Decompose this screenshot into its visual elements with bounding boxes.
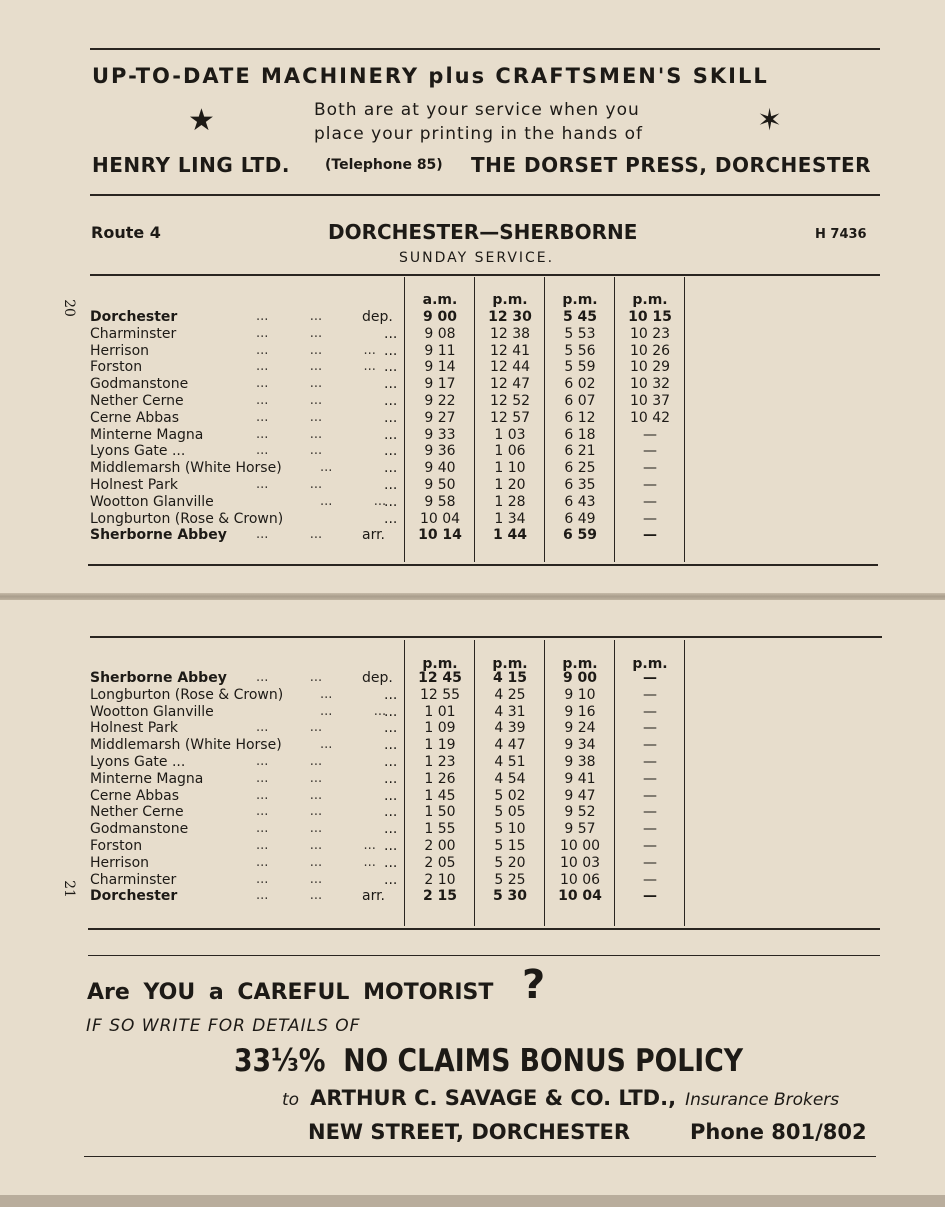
- time-cell: 6 43: [564, 493, 596, 510]
- time-cell: —: [643, 493, 657, 510]
- stop-name: Herrison: [90, 342, 150, 359]
- stop-name: Longburton (Rose & Crown): [90, 686, 284, 703]
- time-cell: —: [643, 737, 657, 754]
- time-cell: —: [643, 686, 657, 703]
- time-cell: 1 44: [492, 527, 528, 544]
- time-cell: 5 02: [494, 787, 526, 804]
- time-cell: 9 24: [564, 720, 596, 737]
- time-cell: 6 49: [564, 510, 596, 527]
- stop-mark: ...: [384, 342, 398, 359]
- leader-dots: ... ... ...: [256, 342, 376, 358]
- stop-mark: ...: [384, 426, 398, 443]
- stop-name: Godmanstone: [90, 376, 189, 393]
- time-cell: 1 20: [494, 477, 526, 493]
- leader-dots: ... ...: [256, 376, 323, 392]
- time-cell: 10 15: [628, 309, 672, 325]
- leader-dots: ... ...: [256, 309, 323, 324]
- leader-dots: ... ...: [256, 720, 323, 736]
- stop-name: Cerne Abbas: [90, 409, 180, 426]
- time-cell: 1 23: [424, 754, 456, 770]
- column-header: p.m.: [632, 656, 668, 672]
- time-cell: 12 38: [489, 325, 531, 342]
- time-cell: 1 01: [424, 703, 456, 720]
- column-header: p.m.: [492, 292, 528, 308]
- stop-mark: ...: [384, 770, 398, 787]
- time-cell: 5 30: [492, 888, 528, 905]
- time-cell: 9 34: [564, 737, 596, 754]
- time-cell: 2 15: [422, 888, 458, 905]
- stop-mark: ...: [384, 359, 398, 376]
- stop-mark: ...: [384, 787, 398, 804]
- time-cell: 4 51: [494, 754, 526, 770]
- stop-name: Forston: [90, 359, 143, 376]
- leader-dots: ... ...: [256, 393, 323, 408]
- time-cell: 1 50: [424, 804, 456, 821]
- time-cell: 10 26: [629, 342, 671, 359]
- ad-policy-percent: 33⅓%: [234, 1043, 326, 1079]
- time-cell: —: [643, 527, 657, 544]
- stop-name: Godmanstone: [90, 821, 189, 838]
- stop-name: Holnest Park: [90, 720, 178, 737]
- stop-name: Middlemarsh (White Horse): [90, 737, 282, 754]
- ad-broker-firm: ARTHUR C. SAVAGE & CO. LTD.,: [310, 1086, 677, 1110]
- time-cell: 9 10: [564, 686, 596, 703]
- ad-headline: UP-TO-DATE MACHINERY plus CRAFTSMEN'S SKILL: [92, 64, 769, 88]
- time-cell: —: [643, 670, 657, 686]
- stop-mark: ...: [384, 821, 398, 838]
- time-cell: 5 59: [564, 359, 596, 376]
- stop-mark: ...: [384, 443, 398, 460]
- leader-dots: ... ...: [256, 409, 323, 425]
- time-cell: 6 12: [564, 409, 596, 426]
- ad-are: Are: [87, 980, 130, 1005]
- ad-top-rule: [88, 955, 880, 956]
- column-divider: [684, 277, 685, 562]
- stop-name: Lyons Gate ...: [90, 754, 186, 770]
- stop-mark: ...: [384, 854, 398, 871]
- time-cell: 9 38: [564, 754, 596, 770]
- stop-name: Wootton Glanville: [90, 493, 214, 510]
- time-cell: 10 04: [419, 510, 461, 527]
- table-bottom-rule: [88, 564, 878, 566]
- time-cell: 1 55: [424, 821, 456, 838]
- time-cell: 9 52: [564, 804, 596, 821]
- stop-name: Dorchester: [90, 888, 178, 905]
- time-cell: 5 05: [494, 804, 526, 821]
- ad-street: NEW STREET, DORCHESTER: [308, 1120, 631, 1144]
- service-label: SUNDAY SERVICE.: [399, 250, 555, 266]
- ad-policy-name: NO CLAIMS BONUS POLICY: [343, 1043, 744, 1079]
- leader-dots: ... ...: [256, 443, 323, 459]
- leader-dots: ... ...: [320, 703, 387, 719]
- time-cell: 9 36: [424, 443, 456, 460]
- column-divider: [614, 277, 615, 562]
- stop-name: Forston: [90, 838, 143, 854]
- time-cell: 9 47: [564, 787, 596, 804]
- page-number: 20: [60, 299, 77, 317]
- time-cell: 6 35: [564, 477, 596, 493]
- page-bottom: [0, 600, 945, 1195]
- time-cell: 1 45: [424, 787, 456, 804]
- leader-dots: ... ...: [256, 670, 323, 685]
- time-cell: 12 44: [489, 359, 531, 376]
- time-cell: 1 09: [424, 720, 456, 737]
- route-title: DORCHESTER—SHERBORNE: [328, 220, 638, 244]
- stop-name: Nether Cerne: [90, 804, 184, 821]
- stop-mark: ...: [384, 477, 398, 493]
- time-cell: —: [643, 510, 657, 527]
- time-cell: 6 25: [564, 460, 596, 477]
- ad-line-2: place your printing in the hands of: [314, 124, 644, 144]
- time-cell: 2 10: [424, 871, 456, 888]
- stop-mark: ...: [384, 393, 398, 409]
- stop-name: Middlemarsh (White Horse): [90, 460, 282, 477]
- leader-dots: ... ...: [256, 821, 323, 837]
- ad-phone: (Telephone 85): [325, 157, 443, 173]
- time-cell: —: [643, 854, 657, 871]
- ad-broker-line: [282, 1086, 839, 1110]
- time-cell: 1 03: [494, 426, 526, 443]
- ad-to: to: [282, 1090, 300, 1110]
- stop-name: Lyons Gate ...: [90, 443, 186, 460]
- time-cell: 12 45: [418, 670, 462, 686]
- time-cell: 5 25: [494, 871, 526, 888]
- stop-name: Charminster: [90, 325, 177, 342]
- time-cell: 12 55: [419, 686, 461, 703]
- time-cell: 9 00: [422, 309, 458, 325]
- time-cell: 10 23: [629, 325, 671, 342]
- column-divider: [474, 277, 475, 562]
- time-cell: 5 20: [494, 854, 526, 871]
- time-cell: 9 41: [564, 770, 596, 787]
- time-cell: —: [643, 477, 657, 493]
- column-divider: [614, 640, 615, 926]
- column-header: p.m.: [562, 292, 598, 308]
- leader-dots: ... ...: [256, 871, 323, 887]
- column-header: p.m.: [632, 292, 668, 308]
- time-cell: 6 02: [564, 376, 596, 393]
- top-rule: [90, 48, 880, 50]
- time-cell: 9 27: [424, 409, 456, 426]
- time-cell: 10 06: [559, 871, 601, 888]
- leader-dots: ... ...: [256, 426, 323, 442]
- column-header: p.m.: [562, 656, 598, 672]
- stop-mark: ...: [384, 493, 398, 510]
- time-cell: 5 15: [494, 838, 526, 854]
- time-cell: 6 59: [562, 527, 598, 544]
- leader-dots: ... ...: [256, 770, 323, 786]
- time-cell: —: [643, 754, 657, 770]
- column-divider: [404, 640, 405, 926]
- time-cell: —: [643, 720, 657, 737]
- column-header: a.m.: [422, 292, 458, 308]
- time-cell: 6 07: [564, 393, 596, 409]
- leader-dots: ... ...: [256, 477, 323, 492]
- time-cell: 10 00: [559, 838, 601, 854]
- time-cell: 12 47: [489, 376, 531, 393]
- time-cell: 2 05: [424, 854, 456, 871]
- time-cell: —: [643, 443, 657, 460]
- time-cell: 9 00: [562, 670, 598, 686]
- leader-dots: ... ... ...: [256, 854, 376, 870]
- stop-name: Herrison: [90, 854, 150, 871]
- time-cell: 1 10: [494, 460, 526, 477]
- stop-mark: ...: [384, 871, 398, 888]
- time-cell: 1 26: [424, 770, 456, 787]
- stop-mark: dep.: [362, 670, 393, 686]
- stop-name: Minterne Magna: [90, 426, 204, 443]
- time-cell: 9 17: [424, 376, 456, 393]
- time-cell: 10 29: [629, 359, 671, 376]
- ad-write-for: IF SO WRITE FOR DETAILS OF: [86, 1016, 361, 1036]
- question-mark-icon: ?: [522, 962, 546, 1008]
- stop-mark: ...: [384, 376, 398, 393]
- leader-dots: ... ... ...: [256, 359, 376, 375]
- time-cell: 9 40: [424, 460, 456, 477]
- leader-dots: ... ...: [256, 888, 323, 904]
- time-cell: 4 47: [494, 737, 526, 754]
- stop-name: Nether Cerne: [90, 393, 184, 409]
- column-divider: [474, 640, 475, 926]
- leader-dots: ... ...: [256, 787, 323, 803]
- time-cell: 5 10: [494, 821, 526, 838]
- time-cell: 6 18: [564, 426, 596, 443]
- time-cell: 9 08: [424, 325, 456, 342]
- column-header: p.m.: [422, 656, 458, 672]
- time-cell: —: [643, 871, 657, 888]
- time-cell: 12 52: [489, 393, 531, 409]
- leader-dots: ... ...: [256, 804, 323, 820]
- time-cell: —: [643, 838, 657, 854]
- stop-name: Longburton (Rose & Crown): [90, 510, 284, 527]
- time-cell: —: [643, 804, 657, 821]
- time-cell: 9 33: [424, 426, 456, 443]
- time-cell: —: [643, 888, 657, 905]
- stop-name: Sherborne Abbey: [90, 670, 227, 686]
- time-cell: 10 37: [629, 393, 671, 409]
- ad-bottom-rule-2: [84, 1156, 876, 1157]
- time-cell: 6 21: [564, 443, 596, 460]
- page-number-2: 21: [60, 880, 77, 898]
- time-cell: 9 57: [564, 821, 596, 838]
- time-cell: 4 39: [494, 720, 526, 737]
- leader-dots: ... ...: [256, 754, 323, 769]
- stop-mark: ...: [384, 703, 398, 720]
- ad-you: YOU: [143, 980, 196, 1005]
- page-top: [0, 0, 945, 593]
- time-cell: 9 58: [424, 493, 456, 510]
- time-cell: —: [643, 703, 657, 720]
- ad-line-1: Both are at your service when you: [314, 100, 640, 120]
- route-label: Route 4: [91, 223, 161, 242]
- column-divider: [684, 640, 685, 926]
- time-cell: 12 57: [489, 409, 531, 426]
- ad-a: a: [208, 980, 224, 1005]
- time-cell: 5 56: [564, 342, 596, 359]
- time-cell: 10 04: [558, 888, 602, 905]
- time-cell: 9 50: [424, 477, 456, 493]
- stop-name: Dorchester: [90, 309, 178, 325]
- ad-policy: [234, 1043, 743, 1079]
- leader-dots: ... ...: [256, 527, 323, 543]
- stop-mark: dep.: [362, 309, 393, 325]
- leader-dots: ... ...: [256, 325, 323, 341]
- star-right-icon: ✶: [757, 103, 783, 138]
- stop-mark: ...: [384, 510, 398, 527]
- column-divider: [544, 277, 545, 562]
- ad-motorist: MOTORIST: [363, 980, 494, 1005]
- stop-mark: arr.: [362, 527, 386, 544]
- ad-bottom-rule: [90, 194, 880, 196]
- time-cell: —: [643, 770, 657, 787]
- table-top-rule: [90, 274, 880, 276]
- time-cell: 12 30: [488, 309, 532, 325]
- stop-name: Cerne Abbas: [90, 787, 180, 804]
- stop-name: Charminster: [90, 871, 177, 888]
- time-cell: —: [643, 460, 657, 477]
- time-cell: 4 25: [494, 686, 526, 703]
- leader-dots: ... ... ...: [256, 838, 376, 853]
- time-cell: 12 41: [489, 342, 531, 359]
- stop-name: Holnest Park: [90, 477, 178, 493]
- stop-mark: ...: [384, 838, 398, 854]
- stop-mark: ...: [384, 754, 398, 770]
- stop-mark: ...: [384, 804, 398, 821]
- ad-motorist-line: [87, 980, 493, 1005]
- stop-name: Minterne Magna: [90, 770, 204, 787]
- ad-firm: HENRY LING LTD.: [92, 153, 290, 177]
- stop-mark: ...: [384, 409, 398, 426]
- stop-mark: ...: [384, 325, 398, 342]
- time-cell: 10 14: [418, 527, 462, 544]
- column-divider: [544, 640, 545, 926]
- time-cell: 10 03: [559, 854, 601, 871]
- ad-phone-2: Phone 801/802: [690, 1120, 867, 1144]
- time-cell: 4 54: [494, 770, 526, 787]
- stop-mark: ...: [384, 686, 398, 703]
- stop-mark: ...: [384, 737, 398, 754]
- ad-careful: CAREFUL: [237, 980, 350, 1005]
- time-cell: 5 53: [564, 325, 596, 342]
- table-bottom-rule-2: [88, 928, 880, 930]
- time-cell: 4 15: [492, 670, 528, 686]
- time-cell: 9 16: [564, 703, 596, 720]
- leader-dots: ...: [320, 686, 333, 702]
- route-code: H 7436: [815, 227, 867, 242]
- column-header: p.m.: [492, 656, 528, 672]
- time-cell: —: [643, 787, 657, 804]
- time-cell: 5 45: [562, 309, 598, 325]
- time-cell: 1 34: [494, 510, 526, 527]
- leader-dots: ... ...: [320, 493, 387, 509]
- time-cell: 1 19: [424, 737, 456, 754]
- time-cell: 9 22: [424, 393, 456, 409]
- time-cell: —: [643, 821, 657, 838]
- time-cell: 9 14: [424, 359, 456, 376]
- time-cell: 1 06: [494, 443, 526, 460]
- stop-name: Wootton Glanville: [90, 703, 214, 720]
- time-cell: 2 00: [424, 838, 456, 854]
- table-top-rule-2: [90, 636, 882, 638]
- time-cell: 4 31: [494, 703, 526, 720]
- column-divider: [404, 277, 405, 562]
- star-left-icon: ★: [188, 103, 215, 138]
- time-cell: 10 42: [629, 409, 671, 426]
- leader-dots: ...: [320, 460, 333, 476]
- stop-mark: ...: [384, 460, 398, 477]
- leader-dots: ...: [320, 737, 333, 753]
- ad-press: THE DORSET PRESS, DORCHESTER: [471, 153, 872, 177]
- time-cell: 10 32: [629, 376, 671, 393]
- stop-mark: arr.: [362, 888, 386, 905]
- time-cell: —: [643, 426, 657, 443]
- stop-mark: ...: [384, 720, 398, 737]
- time-cell: 9 11: [424, 342, 456, 359]
- time-cell: 1 28: [494, 493, 526, 510]
- stop-name: Sherborne Abbey: [90, 527, 227, 544]
- ad-broker-type: Insurance Brokers: [685, 1090, 840, 1110]
